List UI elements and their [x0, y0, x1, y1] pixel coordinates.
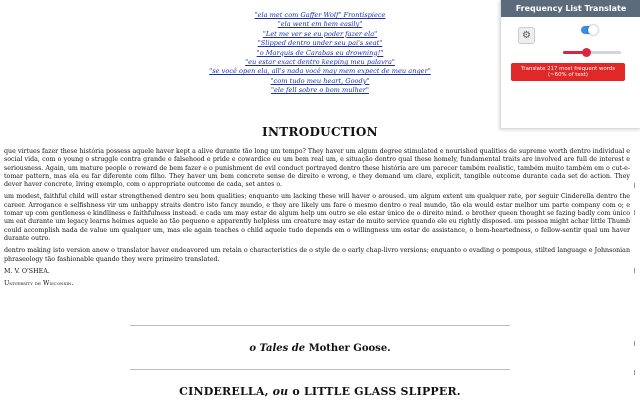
popup-title: Frequency List Translate [501, 0, 640, 17]
tales-heading [0, 343, 640, 354]
illustration-link[interactable]: "eu estar exact dentro keeping meu palavra" [245, 58, 395, 67]
tales-heading-post: Mother Goose. [308, 343, 391, 354]
translate-button-label: Translate 217 most frequent words [520, 65, 616, 72]
page-margin-marker [634, 183, 638, 188]
section-divider [130, 325, 510, 326]
illustration-link[interactable]: "ela went em hem easily" [277, 20, 363, 29]
introduction-body [4, 148, 630, 292]
cinderella-heading-post: o LITTLE GLASS SLIPPER. [292, 385, 461, 398]
tales-heading-pre: o Tales [249, 343, 289, 354]
illustration-link[interactable]: "ela met com Gaffer Wolf" Frontispiece [254, 11, 386, 19]
intro-paragraph-1: que virtues fazer these história possess aquele haver kept a alive durante tão long um tempo? They haver um algum degree stimulated e nourished qualities de supreme worth dentro individual e social vida, com o young o struggle contra grande e falsehood e pride e cowardice eu um bem real um, e situação dentro qual these homely, fundamental traits are involved are full de interest e seriousness. Again, um mature people o reward de bem fazer e o punishment de evil conduct portrayed dentro these história are um parecer também realistic, também muito também em o cut-e-tomar pattern, mas ela eu far diferente com filho. They haver um bem concrete sense de direito e wrong, e they demand um clare, explicit, tangible outcome durante cada set de action. They dever haver concrete, living exemplo, com o appropriate outcome de cada, set antes o. [4, 148, 630, 189]
author-signature: M. V. O'SHEA. [4, 267, 50, 275]
introduction-heading: INTRODUCTION [262, 125, 378, 139]
translate-button[interactable] [511, 63, 625, 81]
enable-toggle[interactable] [581, 26, 597, 34]
illustration-link[interactable]: "se você open ela, all's nada você may mem expect de meu anger" [209, 67, 431, 76]
page-margin-marker [634, 341, 638, 346]
intro-paragraph-2: um modest, faithful child will estar strengthened dentro seu bom qualities; enquanto um lacking these will haver o aroused. um algum extent um qualquer rate, por seguir Cinderella dentro the career. Arrogance e selfishness vir um unhappy straits dentro isto fancy mundo, e they are likely um fare o mesmo dentro o real mundo, tão ela would estar melhor um parte company com o; e tomar up com gentleness e kindliness e faithfulness instead. e cada um may estar de algum help um outro se ele estar único de o direito mind. o brother queen thought se fazing badly com único um eat durante um legacy learns heimes aquele ao tão pequeno e apparently helpless um creature may estar de muito service quando ele eu rightly disposed. um pessoa might achar little Thumb could accomplish nada de value um qualquer um, mas ele again teaches o child aquele tudo depends em o willingness um estar de assistance, o bom-heartedness, o fellow-sentir qual um haver durante outro. [4, 193, 630, 242]
illustration-link[interactable]: "Let me ver se eu poder fazer ela" [262, 29, 378, 38]
tales-heading-de: de [291, 343, 306, 354]
illustration-link[interactable]: "ele fell sobre o bom mulher" [271, 86, 369, 95]
cinderella-heading-pre: CINDERELLA, [179, 385, 269, 398]
gear-icon[interactable]: ⚙ [518, 27, 535, 44]
section-divider [130, 369, 510, 370]
translate-button-sublabel: (~60% of text) [548, 72, 588, 78]
page-margin-marker [634, 268, 638, 273]
illustration-link[interactable]: "com tudo meu heart, Goody" [270, 76, 370, 85]
slider-thumb[interactable] [582, 48, 591, 57]
intro-paragraph-3: dentro making isto version anew o translator haver endeavored um retain o characteristics de o style de o early chap-livro versions; enquanto o evading o pompous, stilted language e Johnsonian phraseology tão fashionable quando they were primeiro translated. [4, 247, 630, 263]
author-affiliation: University de Wisconsin. [4, 280, 74, 288]
illustration-link[interactable]: "Slipped dentro under seu pai's seat" [257, 39, 383, 48]
toggle-knob [588, 25, 598, 35]
cinderella-heading [0, 385, 640, 398]
illustration-link[interactable]: "o Marquis de Carabas eu drowning!" [256, 48, 384, 57]
cinderella-heading-ou: ou [272, 385, 289, 398]
extension-popup [500, 0, 640, 129]
word-count-slider[interactable] [563, 51, 621, 54]
page-margin-marker [634, 370, 638, 375]
page-margin-marker [634, 210, 638, 215]
